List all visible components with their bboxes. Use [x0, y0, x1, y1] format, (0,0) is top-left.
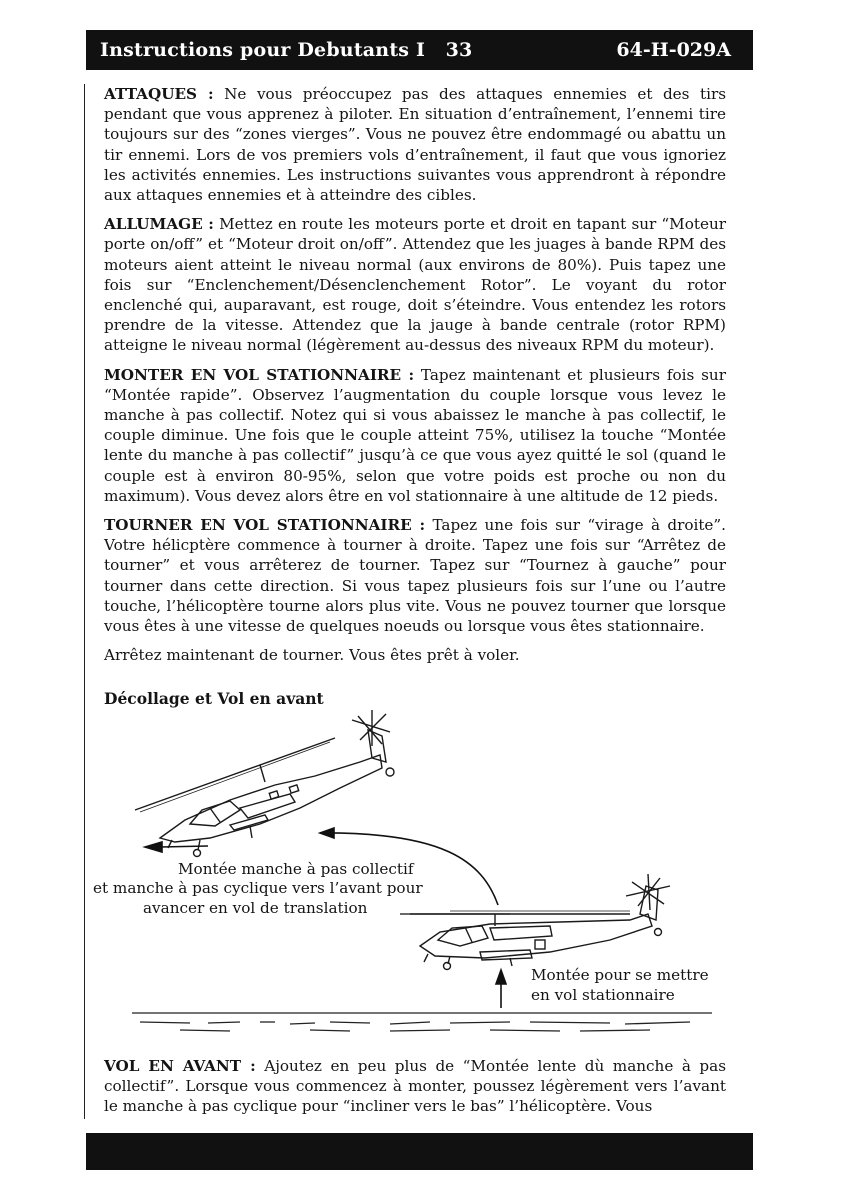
section-heading: TOURNER EN VOL STATIONNAIRE :: [104, 516, 426, 535]
section-text: Arrêtez maintenant de tourner. Vous êtes prêt à voler.: [104, 646, 520, 665]
caption-hover-line-2: en vol stationnaire: [531, 986, 675, 1004]
page-footer-bar: [86, 1133, 753, 1170]
section-text: Tapez une fois sur “virage à droite”. Votre hélicptère commence à tourner à droite. Tapez une fois sur “Arrêtez de tourner” et vous arrêterez de tourner. Tapez sur “Tournez à gauche” pour tourner dans cette direction. Si vous tapez plusieurs fois sur l’une ou l’autre touche, l’hélicoptère tourne alors plus vite. Vous ne pouvez tourner que lorsque vous êtes à une vitesse de quelques noeuds ou lorsque vous êtes stationnaire.: [104, 516, 727, 636]
section-attaques: [104, 84, 726, 205]
figure-title: Décollage et Vol en avant: [104, 689, 324, 708]
caption-forward-line-2: et manche à pas cyclique vers l’avant pour: [93, 879, 423, 897]
header-page-number: 33: [445, 39, 473, 61]
caption-forward-line-1: Montée manche à pas collectif: [178, 860, 414, 878]
section-text: Ne vous préoccupez pas des attaques ennemies et des tirs pendant que vous apprenez à piloter. En situation d’entraînement, l’ennemi tire toujours sur des “zones vierges”. Vous ne pouvez être endommagé ou abattu un tir ennemi. Lors de vos premiers vols d’entraînement, il faut que vous ignoriez les activités ennemies. Les instructions suivantes vous apprendront à répondre aux attaques ennemies et à atteindre des cibles.: [104, 85, 727, 205]
section-monter: [104, 365, 726, 506]
helicopter-hover-illustration: [410, 874, 670, 970]
hover-up-arrow: [496, 970, 506, 1008]
section-text: Mettez en route les moteurs porte et droit en tapant sur “Moteur porte on/off” et “Moteur droit on/off”. Attendez que les juages à bande RPM des moteurs aient atteint le niveau normal (aux environs de 80%). Puis tapez une fois sur “Enclenchement/Désenclenchement Rotor”. Le voyant du rotor enclenché qui, auparavant, est rouge, doit s’éteindre. Vous entendez les rotors prendre de la vitesse. Attendez que la jauge à bande centrale (rotor RPM) atteigne le niveau normal (légèrement au-dessus des niveaux RPM du moteur).: [104, 215, 727, 355]
left-margin-rule: [84, 84, 85, 1119]
header-title-group: [100, 39, 472, 61]
header-code: 64-H-029A: [616, 39, 731, 61]
section-heading: ATTAQUES :: [104, 85, 214, 103]
section-heading: VOL EN AVANT :: [104, 1057, 256, 1075]
caption-hover-line-1: Montée pour se mettre: [531, 966, 709, 984]
section-tourner: [104, 515, 726, 636]
section-text: Tapez maintenant et plusieurs fois sur “Montée rapide”. Observez l’augmentation du couple lorsque vous levez le manche à pas collectif. Notez qui si vous abaissez le manche à pas collectif, le couple diminue. Une fois que le couple atteint 75%, utilisez la touche “Montée lente du manche à pas collectif” jusqu’à ce que vous ayez quitté le sol (quand le couple est à environ 80-95%, selon que votre poids est proche ou non du maximum). Vous devez alors être en vol stationnaire à une altitude de 12 pieds.: [104, 365, 726, 505]
section-heading: ALLUMAGE :: [104, 215, 214, 234]
section-vol-paragraph: [104, 1056, 726, 1117]
section-arretez: [104, 645, 726, 665]
section-text: Ajoutez en peu plus de “Montée lente dù manche à pas collectif”. Lorsque vous commencez à monter, poussez légèrement vers l’avant le manche à pas cyclique pour “incliner vers le bas” l’hélicoptère. Vous: [104, 1057, 726, 1116]
header-title: Instructions pour Debutants I: [100, 39, 426, 61]
section-vol-en-avant: [104, 1056, 726, 1126]
section-allumage: [104, 214, 726, 355]
helicopter-forward-illustration: [135, 710, 394, 857]
ground-lines: [132, 1013, 712, 1031]
main-content: [104, 84, 726, 674]
caption-forward-line-3: avancer en vol de translation: [143, 899, 368, 917]
section-heading: MONTER EN VOL STATIONNAIRE :: [104, 365, 415, 384]
page-header: [86, 30, 753, 70]
